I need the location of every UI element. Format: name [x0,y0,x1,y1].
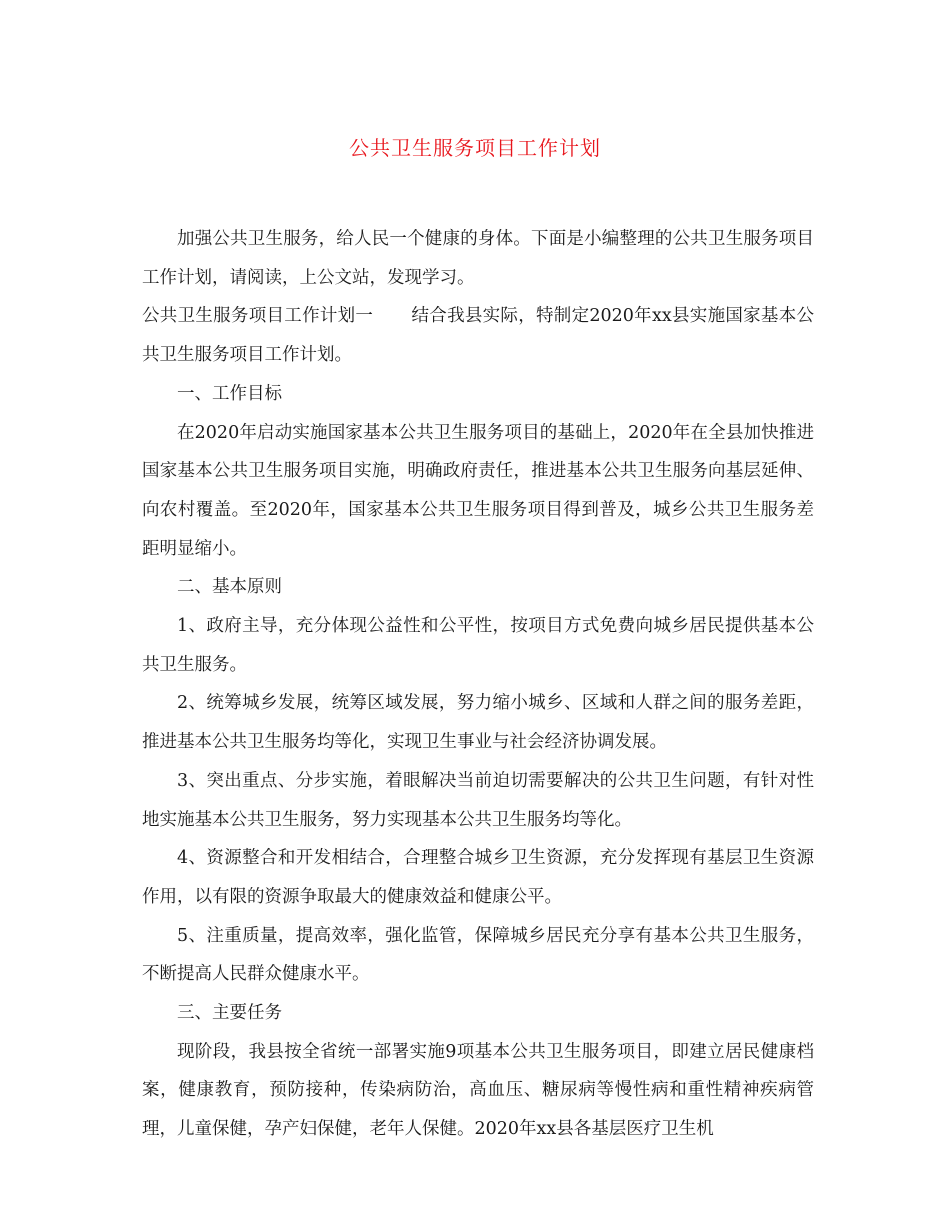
paragraph-tasks: 现阶段，我县按全省统一部署实施9项基本公共卫生服务项目，即建立居民健康档案，健康教育，预防接种，传染病防治，高血压、糖尿病等慢性病和重性精神疾病管理，儿童保健，孕产妇保健，老年人保健。2020年xx县各基层医疗卫生机 [142,1041,814,1140]
document-title: 公共卫生服务项目工作计划 [349,136,601,160]
paragraph-plan-one [142,297,814,374]
section-heading-goals: 一、工作目标 [177,383,282,404]
paragraph-principle-3: 3、突出重点、分步实施，着眼解决当前迫切需要解决的公共卫生问题，有针对性地实施基本公共卫生服务，努力实现基本公共卫生服务均等化。 [142,770,814,830]
section-heading-principles: 二、基本原则 [177,577,282,598]
section-heading-tasks: 三、主要任务 [177,1003,282,1024]
paragraph-principle-2: 2、统筹城乡发展，统筹区域发展，努力缩小城乡、区域和人群之间的服务差距，推进基本公共卫生服务均等化，实现卫生事业与社会经济协调发展。 [142,693,814,753]
paragraph-principle-5: 5、注重质量，提高效率，强化监管，保障城乡居民充分享有基本公共卫生服务，不断提高人民群众健康水平。 [142,925,814,985]
paragraph-intro: 加强公共卫生服务，给人民一个健康的身体。下面是小编整理的公共卫生服务项目工作计划，请阅读，上公文站，发现学习。 [142,229,814,288]
paragraph-goals: 在2020年启动实施国家基本公共卫生服务项目的基础上，2020年在全县加快推进国家基本公共卫生服务项目实施，明确政府责任，推进基本公共卫生服务向基层延伸、向农村覆盖。至2020年，国家基本公共卫生服务项目得到普及，城乡公共卫生服务差距明显缩小。 [142,422,814,559]
paragraph-principle-1: 1、政府主导，充分体现公益性和公平性，按项目方式免费向城乡居民提供基本公共卫生服务。 [142,616,814,675]
plan-one-lead: 结合我县实际，特制定2020年xx县实施国家基本公共卫生服务项目工作计划。 [142,306,814,366]
document-body [142,220,814,1149]
plan-one-heading: 公共卫生服务项目工作计划一 [142,306,374,327]
paragraph-principle-4: 4、资源整合和开发相结合，合理整合城乡卫生资源，充分发挥现有基层卫生资源作用，以有限的资源争取最大的健康效益和健康公平。 [142,848,814,907]
